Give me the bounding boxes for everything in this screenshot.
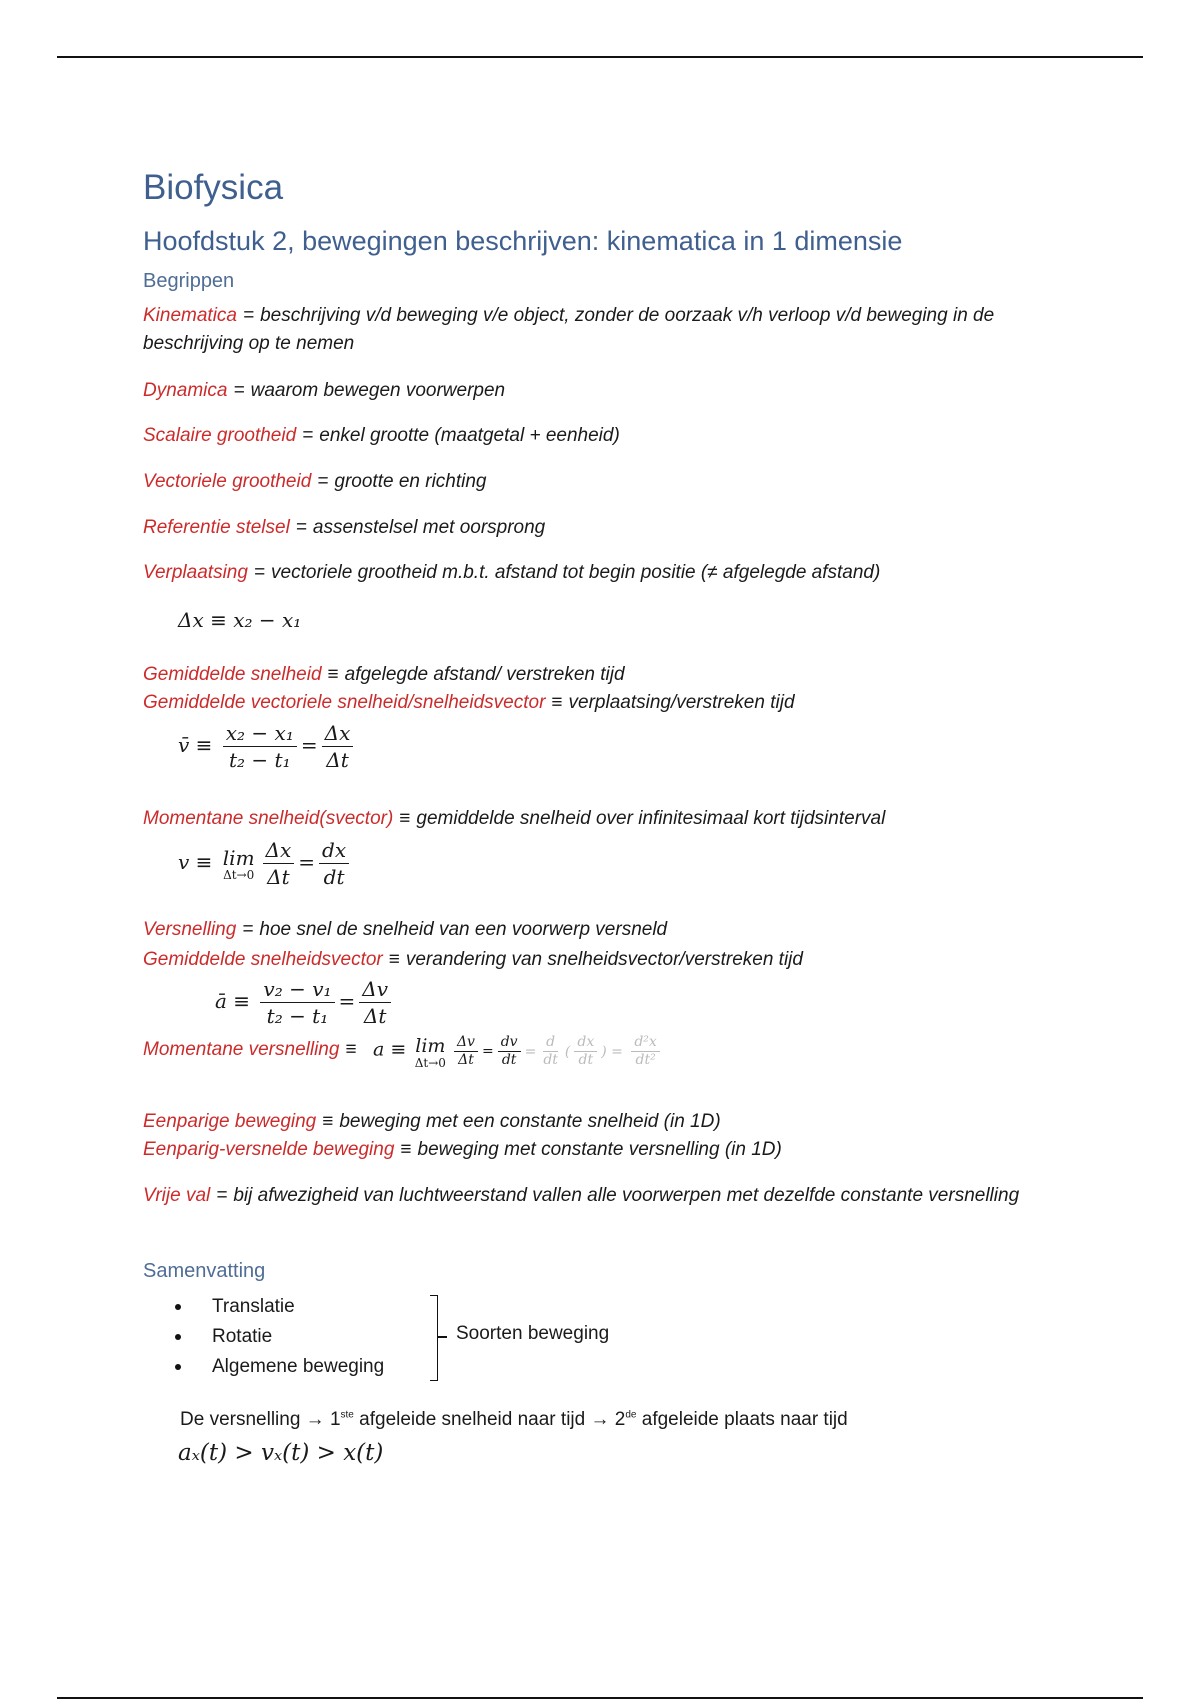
brace-label: Soorten beweging: [456, 1323, 610, 1344]
fraction: [260, 976, 334, 1029]
fraction: [322, 720, 354, 773]
definition-eenparig: [143, 1108, 1083, 1136]
limit: [415, 1035, 446, 1069]
faded-derivatives: = $\frac{d}{dt}$ ( $\frac{dx}{dt}$ ) = $\frac{\text{d²x}}{\text{dt²}}$: [525, 1044, 664, 1060]
term: Gemiddelde vectoriele snelheid/snelheidsvector: [143, 692, 546, 713]
definition-scalair: [143, 422, 1083, 450]
lim-word: lim: [415, 1034, 446, 1057]
eq-symbol: ≡: [345, 1039, 357, 1060]
eq-symbol: ≡: [551, 692, 563, 713]
definition-text: beweging met een constante snelheid (in 1D): [339, 1111, 721, 1132]
summary-derivative-line: [180, 1409, 848, 1431]
limit: [223, 847, 255, 881]
term: Versnelling: [143, 919, 237, 940]
eq-symbol: =: [242, 919, 254, 940]
ordinal-suffix: ste: [340, 1409, 354, 1421]
numerator: Δv: [359, 976, 391, 1003]
fraction: [540, 1034, 561, 1069]
term: Verplaatsing: [143, 562, 248, 583]
equals-sign: =: [611, 1043, 623, 1060]
definition-text: hoe snel de snelheid van een voorwerp versneld: [259, 919, 668, 940]
a-lhs: a ≡: [373, 1038, 407, 1061]
numerator: d²x: [631, 1034, 659, 1052]
definition-mom-snelheid: [143, 805, 1083, 833]
eq-symbol: ≡: [399, 808, 411, 829]
term: Gemiddelde snelheidsvector: [143, 949, 383, 970]
definition-text: vectoriele grootheid m.b.t. afstand tot begin positie (≠ afgelegde afstand): [271, 562, 881, 583]
definition-gem-vect-snelheid: [143, 689, 1083, 717]
definition-gem-snelheidsvector: [143, 946, 1083, 974]
definition-versnelling: [143, 916, 1083, 944]
term: Momentane versnelling: [143, 1039, 340, 1060]
numerator: d: [543, 1034, 558, 1052]
term: Vrije val: [143, 1185, 211, 1206]
fraction: [454, 1034, 478, 1069]
denominator: dt²: [635, 1052, 656, 1068]
denominator: Δt: [458, 1052, 474, 1068]
definition-vectorieel: [143, 468, 1083, 496]
numerator: Δx: [322, 720, 354, 747]
denominator: t₂ − t₁: [266, 1004, 329, 1028]
list-item: Rotatie: [175, 1322, 384, 1352]
equals-sign: =: [338, 989, 356, 1013]
page-title: Biofysica: [143, 168, 284, 207]
denominator: dt: [578, 1052, 594, 1068]
section-begrippen: Begrippen: [143, 270, 235, 292]
formula-a: [373, 1034, 664, 1069]
definition-text: assenstelsel met oorsprong: [312, 517, 546, 538]
fraction: [319, 837, 349, 890]
chapter-title: Hoofdstuk 2, bewegingen beschrijven: kinematica in 1 dimensie: [143, 226, 903, 256]
formula-v: [178, 837, 353, 890]
formula-abar: [215, 976, 395, 1029]
eq-symbol: ≡: [400, 1139, 412, 1160]
eq-symbol: =: [253, 562, 266, 583]
header-rule: [57, 56, 1143, 58]
eq-symbol: ≡: [322, 1111, 334, 1132]
vbar-lhs: v̄ ≡: [178, 733, 213, 757]
eq-symbol: ≡: [388, 949, 400, 970]
fraction: [631, 1034, 659, 1069]
denominator: t₂ − t₁: [229, 748, 291, 772]
formula-vbar: [178, 720, 357, 773]
definition-text: waarom bewegen voorwerpen: [250, 380, 506, 401]
definition-text: enkel grootte (maatgetal + eenheid): [319, 425, 620, 446]
numerator: dv: [498, 1034, 521, 1052]
term: Gemiddelde snelheid: [143, 664, 322, 685]
denominator: dt: [501, 1052, 517, 1068]
list-item: Translatie: [175, 1292, 384, 1322]
numerator: v₂ − v₁: [260, 976, 334, 1003]
definition-referentie: [143, 514, 1083, 542]
equals-sign: =: [298, 850, 316, 874]
numerator: dx: [574, 1034, 597, 1052]
lim-sub: Δt→0: [223, 867, 255, 882]
line-part: De versnelling → 1: [180, 1409, 341, 1430]
fraction: [574, 1034, 597, 1069]
definition-text: verandering van snelheidsvector/verstreken tijd: [405, 949, 803, 970]
definition-text: gemiddelde snelheid over infinitesimaal kort tijdsinterval: [416, 808, 886, 829]
summary-formula: aₓ(t) > vₓ(t) > x(t): [178, 1440, 384, 1466]
term: Kinematica: [143, 305, 237, 326]
eq-symbol: ≡: [327, 664, 339, 685]
term: Eenparig-versnelde beweging: [143, 1139, 395, 1160]
fraction: [359, 976, 391, 1029]
definition-kinematica: [143, 302, 1083, 358]
brace-bracket: [430, 1295, 438, 1381]
term: Dynamica: [143, 380, 228, 401]
fraction: [223, 720, 297, 773]
definition-verplaatsing: [143, 559, 1083, 587]
line-part: afgeleide plaats naar tijd: [636, 1409, 848, 1430]
denominator: dt: [543, 1052, 558, 1068]
section-samenvatting: Samenvatting: [143, 1260, 266, 1282]
eq-symbol: =: [233, 380, 245, 401]
term: Eenparige beweging: [143, 1111, 317, 1132]
definition-eenparig-versneld: [143, 1136, 1083, 1164]
denominator: dt: [323, 865, 345, 889]
numerator: Δv: [454, 1034, 478, 1052]
definition-text: grootte en richting: [334, 471, 487, 492]
eq-symbol: =: [295, 517, 307, 538]
definition-text: afgelegde afstand/ verstreken tijd: [344, 664, 625, 685]
line-part: afgeleide snelheid naar tijd → 2: [353, 1409, 626, 1430]
definition-text: beweging met constante versnelling (in 1D): [417, 1139, 782, 1160]
numerator: x₂ − x₁: [223, 720, 297, 747]
numerator: dx: [319, 837, 349, 864]
fraction: [498, 1034, 521, 1069]
footer-rule: [57, 1697, 1143, 1699]
denominator: Δt: [363, 1004, 387, 1028]
definition-gem-snelheid: [143, 661, 1083, 689]
eq-symbol: =: [317, 471, 329, 492]
definition-text: verplaatsing/verstreken tijd: [568, 692, 795, 713]
equals-sign: =: [300, 733, 318, 757]
abar-lhs: ā ≡: [215, 989, 251, 1013]
definition-text: beschrijving v/d beweging v/e object, zonder de oorzaak v/h verloop v/d beweging in de beschrijving op te nemen: [143, 305, 995, 354]
list-item: Algemene beweging: [175, 1352, 384, 1382]
eq-symbol: =: [216, 1185, 228, 1206]
denominator: Δt: [267, 865, 290, 889]
fraction: [263, 837, 295, 890]
equals-sign: =: [524, 1043, 537, 1060]
denominator: Δt: [326, 748, 349, 772]
term: Momentane snelheid(svector): [143, 808, 394, 829]
definition-dynamica: [143, 377, 1083, 405]
term: Referentie stelsel: [143, 517, 290, 538]
v-lhs: v ≡: [178, 850, 213, 874]
ordinal-suffix: de: [625, 1409, 637, 1421]
term: Vectoriele grootheid: [143, 471, 312, 492]
movement-types-list: [175, 1292, 384, 1382]
formula-delta-x: Δx ≡ x₂ − x₁: [178, 608, 302, 632]
equals-sign: =: [481, 1043, 494, 1060]
definition-text: bij afwezigheid van luchtweerstand vallen alle voorwerpen met dezelfde constante versnelling: [233, 1185, 1020, 1206]
numerator: Δx: [263, 837, 295, 864]
eq-symbol: =: [302, 425, 314, 446]
lim-sub: Δt→0: [414, 1055, 446, 1070]
definition-vrije-val: [143, 1182, 1083, 1210]
term: Scalaire grootheid: [143, 425, 297, 446]
eq-symbol: =: [243, 305, 255, 326]
lim-word: lim: [222, 845, 255, 870]
